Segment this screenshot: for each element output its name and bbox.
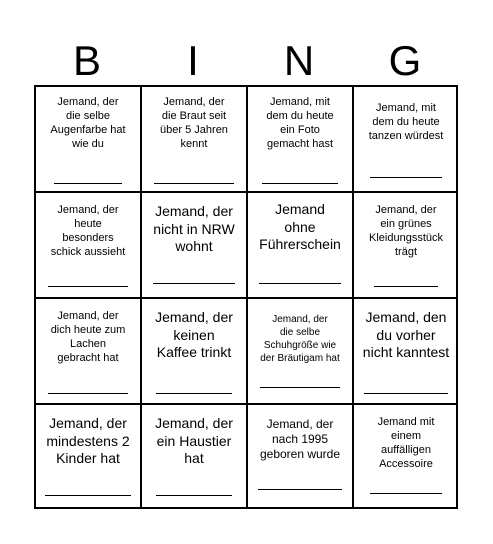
signature-line (154, 183, 234, 184)
signature-line (258, 489, 342, 490)
bingo-cell[interactable] (248, 299, 354, 405)
bingo-cell[interactable] (142, 87, 248, 193)
signature-line (259, 283, 341, 284)
bingo-cell[interactable] (248, 193, 354, 299)
bingo-cell[interactable] (354, 87, 458, 193)
cell-text: Jemand mit einem auffälligen Accessoire (377, 416, 435, 470)
bingo-cell[interactable] (248, 87, 354, 193)
signature-line (370, 177, 442, 178)
signature-line (364, 393, 448, 394)
bingo-cell[interactable] (248, 405, 354, 507)
header-letter-i: I (187, 37, 199, 84)
cell-text: Jemand, mit dem du heute ein Foto gemacht hast (266, 96, 334, 150)
cell-text: Jemand, der die Braut seit über 5 Jahren kennt (160, 96, 228, 150)
cell-text: Jemand, den du vorher nicht kanntest (362, 309, 450, 360)
bingo-cell[interactable] (354, 405, 458, 507)
signature-line (45, 495, 131, 496)
cell-text: Jemand, der die selbe Schuhgröße wie der Bräutigam hat (260, 314, 340, 364)
bingo-cell[interactable] (36, 405, 142, 507)
signature-line (48, 286, 128, 287)
cell-text: Jemand, der mindestens 2 Kinder hat (46, 415, 130, 466)
cell-text: Jemand, der nicht in NRW wohnt (153, 203, 235, 254)
signature-line (156, 495, 232, 496)
cell-text: Jemand, der keinen Kaffee trinkt (155, 309, 233, 360)
bingo-header (34, 38, 458, 84)
cell-text: Jemand, der ein grünes Kleidungsstück trägt (369, 204, 443, 258)
bingo-grid (34, 85, 458, 509)
bingo-cell[interactable] (142, 299, 248, 405)
signature-line (370, 493, 442, 494)
bingo-cell[interactable] (142, 405, 248, 507)
bingo-cell[interactable] (354, 299, 458, 405)
cell-text: Jemand, der dich heute zum Lachen gebracht hat (50, 310, 126, 364)
signature-line (156, 393, 232, 394)
cell-text: Jemand ohne Führerschein (259, 201, 341, 252)
cell-text: Jemand, der ein Haustier hat (155, 415, 233, 466)
cell-text: Jemand, der die selbe Augenfarbe hat wie du (50, 96, 126, 150)
signature-line (374, 286, 438, 287)
signature-line (262, 183, 338, 184)
header-letter-n: N (283, 37, 315, 84)
header-letter-b: B (72, 37, 101, 84)
signature-line (153, 283, 235, 284)
cell-text: Jemand, mit dem du heute tanzen würdest (368, 102, 444, 142)
signature-line (54, 183, 122, 184)
header-letter-g: G (388, 37, 422, 84)
cell-text: Jemand, der nach 1995 geboren wurde (259, 417, 341, 461)
bingo-cell[interactable] (36, 193, 142, 299)
signature-line (48, 393, 128, 394)
bingo-cell[interactable] (354, 193, 458, 299)
bingo-cell[interactable] (36, 87, 142, 193)
bingo-cell[interactable] (36, 299, 142, 405)
signature-line (260, 387, 340, 388)
bingo-cell[interactable] (142, 193, 248, 299)
cell-text: Jemand, der heute besonders schick aussieht (50, 204, 126, 258)
